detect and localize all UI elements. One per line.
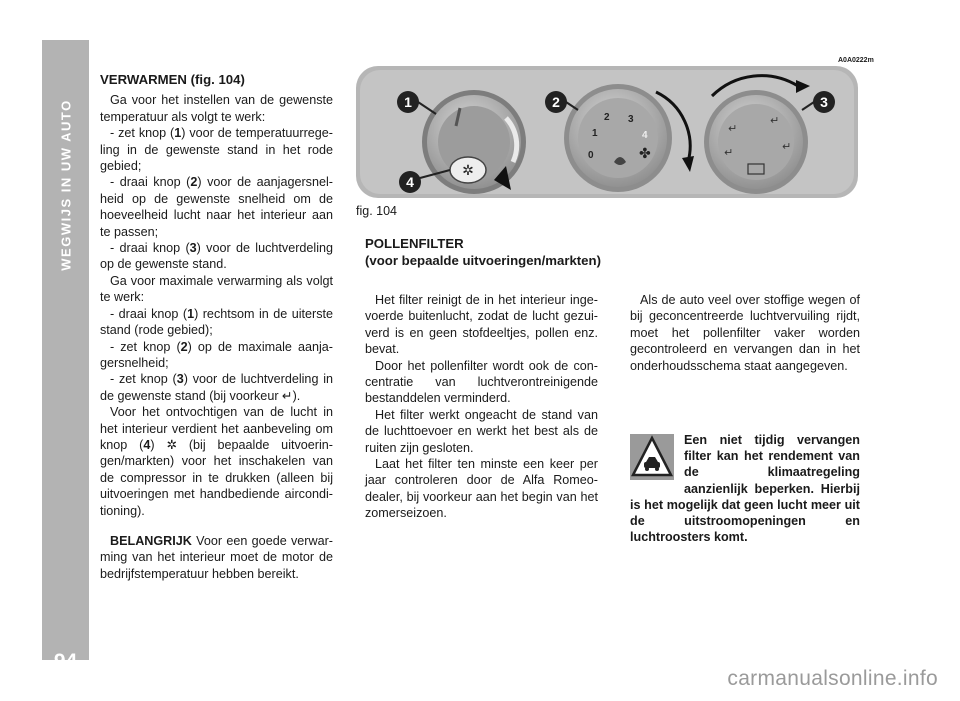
fan-number-1: 1: [592, 128, 598, 139]
svg-text:↵: ↵: [724, 146, 734, 159]
important-note: BELANGRIJK Voor een goede verwarming van het interieur moet de motor de bedrijfstemperatuur hebben bereikt.: [100, 533, 333, 581]
pollen-para-4: Laat het filter ten minste een keer per jaar controleren door de Alfa Romeo-dealer, bij voorkeur aan het begin van het zomerseizoen.: [365, 457, 598, 521]
pollen-para-5: Als de auto veel over stoffige wegen of bij geconcentreerde luchtvervuiling rijdt, moet het pollenfilter vaker worden gecontroleerd en vervangen dan in het onderhoudsschema staat aangegeven.: [630, 293, 860, 373]
svg-text:3: 3: [820, 94, 828, 110]
heating-intro: Ga voor het instellen van de gewenste temperatuur als volgt te werk:: [100, 93, 333, 124]
fan-icon: ✤: [639, 146, 651, 162]
watermark: carmanualsonline.info: [727, 667, 938, 690]
snowflake-icon: ✲: [166, 437, 177, 452]
warning-text: Een niet tijdig vervangen filter kan het rendement van de klimaatregeling aanzienlijk beperken. Hierbij is het mogelijk dat geen lucht meer uit de uitstroomopeningen en luchtroosters komt.: [630, 433, 860, 545]
pollen-heading: [365, 236, 665, 269]
max-heating-intro: Ga voor maximale verwarming als volgt te werk:: [100, 273, 333, 305]
figure-code: A0A0222m: [838, 57, 874, 64]
svg-text:↵: ↵: [770, 114, 780, 127]
fan-number-4: 4: [642, 130, 648, 141]
sidebar-title: [42, 40, 89, 330]
dehumidify-text: Voor het ontvochtigen van de lucht in het interieur verdient het aanbeveling om knop (4) ✲ (bij bepaalde uitvoeringen/markten) voor het inschakelen van de compressor in te drukken (alleen bij uitvoeringen met handbediende airconditioning).: [100, 405, 333, 518]
figure-caption: fig. 104: [356, 204, 398, 218]
climate-control-figure: [356, 66, 858, 198]
feet-vent-icon: ↵: [282, 388, 293, 403]
svg-text:2: 2: [552, 94, 560, 110]
warning-triangle-icon: [630, 434, 674, 480]
max-heating-step-2: - zet knop (2) op de maximale aanjagersnelheid;: [100, 339, 333, 370]
callout-1: [397, 91, 419, 113]
callout-2: [545, 91, 567, 113]
fan-speed-knob: [564, 84, 672, 192]
fan-number-3: 3: [628, 114, 634, 125]
pollen-column-2: [630, 292, 860, 374]
pollen-para-3: Het filter werkt ongeacht de stand van de luchttoevoer en werkt het best als de ruiten zijn gesloten.: [365, 407, 598, 455]
pollen-subtitle: (voor bepaalde uitvoeringen/markten): [365, 252, 601, 268]
callout-4: [399, 171, 421, 193]
sidebar-title-text: WEGWIJS IN UW AUTO: [58, 99, 73, 271]
fan-number-0: 0: [588, 150, 594, 161]
pollen-para-2: Door het pollenfilter wordt ook de concentratie van luchtverontreinigende bestanddelen verminderd.: [365, 358, 598, 406]
heating-step-1: - zet knop (1) voor de temperatuurregeling in de gewenste stand in het rode gebied;: [100, 126, 333, 174]
svg-text:4: 4: [406, 174, 414, 190]
fan-number-2: 2: [604, 112, 610, 123]
svg-text:↵: ↵: [782, 140, 792, 153]
heating-column: [100, 72, 333, 582]
pollen-column-1: [365, 292, 598, 522]
svg-text:↵: ↵: [728, 122, 738, 135]
pollen-title: POLLENFILTER: [365, 236, 464, 251]
air-distribution-knob: [704, 90, 808, 194]
max-heating-step-3: - zet knop (3) voor de luchtverdeling in de gewenste stand (bij voorkeur ↵).: [100, 372, 333, 403]
svg-text:✲: ✲: [462, 163, 474, 179]
svg-text:1: 1: [404, 94, 412, 110]
heating-heading: VERWARMEN (fig. 104): [100, 72, 245, 87]
page-number: 94: [53, 650, 78, 673]
sidebar: [42, 40, 89, 673]
max-heating-step-1: - draai knop (1) rechtsom in de uiterste stand (rode gebied);: [100, 306, 334, 338]
heating-step-2: - draai knop (2) voor de aanjagersnelheid op de gewenste snelheid om de hoeveelheid lucht naar het interieur aan te passen;: [100, 175, 333, 239]
callout-3: [813, 91, 835, 113]
heating-step-3: - draai knop (3) voor de luchtverdeling op de gewenste stand.: [100, 241, 333, 272]
warning-box: [630, 432, 860, 545]
compressor-button: [450, 157, 486, 183]
pollen-para-1: Het filter reinigt de in het interieur ingevoerde buitenlucht, zodat de lucht gezuiverd is en geen stofdeeltjes, pollen enz. bevat.: [365, 293, 598, 357]
